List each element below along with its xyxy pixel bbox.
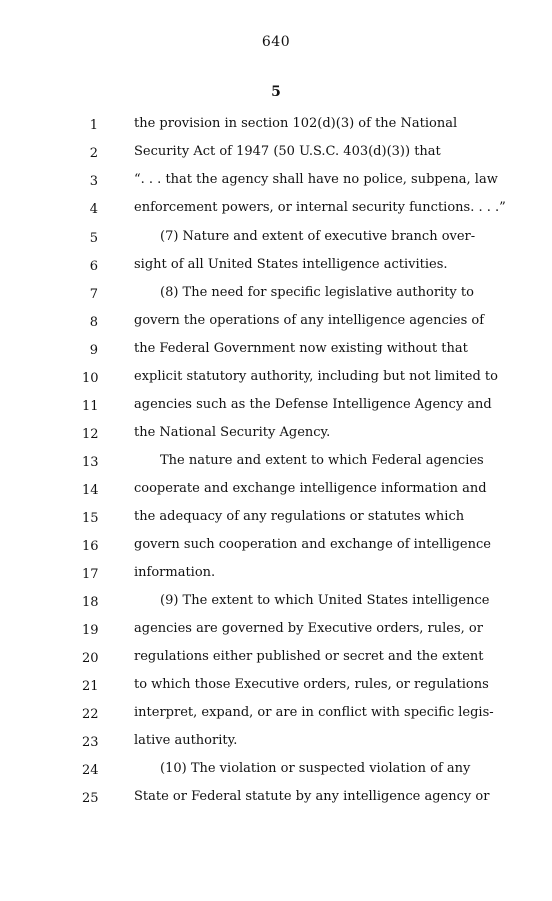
line-text: interpret, expand, or are in conflict with specific legis- bbox=[134, 705, 494, 720]
line-number: 10 bbox=[82, 371, 99, 386]
line-text: enforcement powers, or internal security functions. . . .” bbox=[134, 200, 506, 215]
line-number: 8 bbox=[89, 315, 98, 330]
line-number: 9 bbox=[89, 343, 98, 358]
line-text: agencies such as the Defense Intelligence Agency and bbox=[134, 397, 492, 412]
line-number: 16 bbox=[82, 539, 99, 554]
line-number: 3 bbox=[89, 174, 98, 189]
line-text: the adequacy of any regulations or statutes which bbox=[134, 509, 465, 524]
line-number: 4 bbox=[89, 202, 98, 217]
line-text: (8) The need for specific legislative authority to bbox=[160, 285, 474, 300]
line-number: 23 bbox=[82, 735, 99, 750]
line-number: 24 bbox=[82, 763, 99, 778]
line-number: 6 bbox=[89, 259, 98, 274]
line-text: regulations either published or secret and the extent bbox=[134, 649, 484, 664]
line-number: 13 bbox=[82, 455, 99, 470]
line-number: 11 bbox=[82, 399, 99, 414]
line-text: State or Federal statute by any intelligence agency or bbox=[134, 789, 490, 804]
line-text: information. bbox=[134, 565, 216, 580]
line-text: govern such cooperation and exchange of intelligence bbox=[134, 537, 491, 552]
line-number: 19 bbox=[82, 623, 99, 638]
line-number: 2 bbox=[89, 146, 98, 161]
line-number: 15 bbox=[82, 511, 99, 526]
line-number: 7 bbox=[89, 287, 98, 302]
line-text: agencies are governed by Executive orders, rules, or bbox=[134, 621, 483, 636]
line-text: explicit statutory authority, including but not limited to bbox=[134, 369, 498, 384]
line-number: 20 bbox=[82, 651, 99, 666]
line-number: 17 bbox=[82, 567, 99, 582]
line-number: 22 bbox=[82, 707, 99, 722]
line-text: (9) The extent to which United States intelligence bbox=[160, 593, 490, 608]
line-text: (7) Nature and extent of executive branch over- bbox=[160, 229, 476, 244]
line-number: 12 bbox=[82, 427, 99, 442]
line-number: 5 bbox=[89, 231, 98, 246]
line-text: the Federal Government now existing without that bbox=[134, 341, 468, 356]
line-text: lative authority. bbox=[134, 733, 238, 748]
line-text: The nature and extent to which Federal agencies bbox=[160, 453, 484, 468]
line-text: Security Act of 1947 (50 U.S.C. 403(d)(3)) that bbox=[134, 144, 441, 159]
line-text: cooperate and exchange intelligence information and bbox=[134, 481, 487, 496]
line-text: “. . . that the agency shall have no police, subpena, law bbox=[134, 172, 498, 187]
line-number: 21 bbox=[82, 679, 99, 694]
line-number: 14 bbox=[82, 483, 99, 498]
line-text: the National Security Agency. bbox=[134, 425, 331, 440]
line-number: 18 bbox=[82, 595, 99, 610]
line-text: (10) The violation or suspected violation of any bbox=[160, 761, 471, 776]
line-text: govern the operations of any intelligence agencies of bbox=[134, 313, 485, 328]
page-number: 640 bbox=[261, 34, 291, 50]
line-number: 25 bbox=[82, 791, 99, 806]
line-number: 1 bbox=[89, 118, 98, 133]
line-text: to which those Executive orders, rules, or regulations bbox=[134, 677, 489, 692]
line-text: the provision in section 102(d)(3) of the National bbox=[134, 116, 458, 131]
line-text: sight of all United States intelligence activities. bbox=[134, 257, 448, 272]
section-number: 5 bbox=[271, 84, 281, 100]
